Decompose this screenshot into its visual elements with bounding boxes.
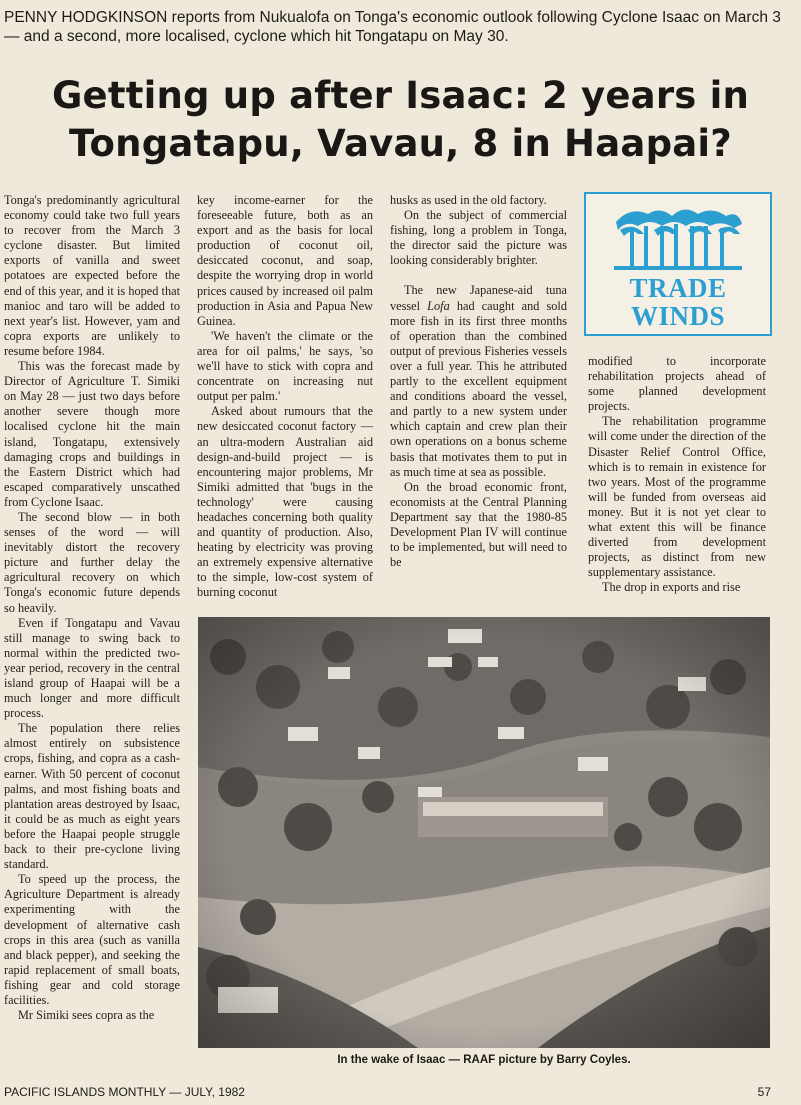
trade-winds-logo [584, 192, 772, 336]
text-run: The new Japanese-aid tuna vessel [390, 283, 567, 313]
paragraph [390, 283, 567, 479]
page-number: 57 [757, 1085, 771, 1099]
paragraph: On the subject of commercial fishing, long a problem in Tonga, the director said the picture was looking considerably brighter. [390, 208, 567, 268]
article-headline: Getting up after Isaac: 2 years in Tongatapu, Vavau, 8 in Haapai? [51, 74, 750, 165]
paragraph: Mr Simiki sees copra as the [18, 1008, 155, 1023]
text-run: had caught and sold more fish in its first three months of operation than the combined output of previous Fisheries vessels over a full year. This he attributed partly to the excellent equipment and conditions aboard the vessel, and partly to a new system under which captain and crew plan their own operations on a bonus scheme basis that motivates them to put in as much time at sea as possible. [390, 298, 567, 479]
paragraph: The second blow — in both senses of the word — will inevitably distort the recovery picture and further delay the agricultural recovery on which Tonga's economic future depends so heavily. [4, 509, 180, 615]
paragraph: Asked about rumours that the new desiccated coconut factory — an ultra-modern Australian aid design-and-build project — is encountering major problems, Mr Simiki admitted that 'bugs in the technology' were causing headaches concerning both quality and quantity of production. Also, heating by electricity was proving an extremely expensive alternative to the simple, low-cost system of burning coconut [197, 404, 373, 600]
article-kicker: PENNY HODGKINSON reports from Nukualofa on Tonga's economic outlook following Cyclone Isaac on March 3 — and a second, more localised, cyclone which hit Tongatapu on May 30. [4, 9, 781, 45]
paragraph: modified to incorporate rehabilitation projects ahead of some planned development projects. [588, 354, 766, 414]
paragraph: 'We haven't the climate or the area for oil palms,' he says, 'so we'll have to stick with copra and concentrate on increasing nut output per palm.' [197, 328, 373, 404]
text-column-1 [4, 193, 180, 1023]
paragraph: Tonga's predominantly agricultural economy could take two full years to recover from the March 3 cyclone disaster. But limited exports of vanilla and sweet potatoes are expected before the end of this year, and it is hoped that manioc and taro will be added to next year's list. However, yam and copra exports are unlikely to resume before 1984. [4, 193, 180, 358]
paragraph: key income-earner for the foreseeable future, both as an export and as the basis for local production of coconut oil, desiccated coconut, and soap, despite the worrying drop in world prices caused by increased oil palm production in Asia and Papua New Guinea. [197, 193, 373, 328]
aerial-photo-drawing [198, 617, 770, 1048]
paragraph: husks as used in the old factory. [390, 193, 547, 207]
paragraph: The population there relies almost entirely on subsistence crops, fishing, and copra as a cash-earner. With 50 percent of coconut palms, and most fishing boats and plantation areas destroyed by Isaac, it could be as much as eight years before the Haapai people struggle back to their pre-cyclone living standard. [4, 721, 180, 872]
paragraph: The rehabilitation programme will come under the direction of the Disaster Relief Control Office, which is to remain in existence for two years. Most of the programme will be funded from overseas aid money. But it is not yet clear to what extent this will be finance diverted from development projects, as distinct from new supplementary assistance. [588, 414, 766, 580]
palm-trees-icon [614, 204, 742, 270]
photo-caption: In the wake of Isaac — RAAF picture by Barry Coyles. [337, 1054, 631, 1066]
logo-text: TRADE WINDS [629, 273, 727, 331]
text-column-4 [588, 354, 766, 596]
paragraph: On the broad economic front, economists at the Central Planning Department say that the 1980-85 Development Plan IV will continue to be implemented, but will need to be [390, 479, 567, 570]
publication-footer: PACIFIC ISLANDS MONTHLY — JULY, 1982 [4, 1085, 245, 1099]
paragraph: Even if Tongatapu and Vavau still manage to swing back to normal within the predicted two-year period, recovery in the central island group of Haapai will be a much longer and more difficult process. [4, 615, 180, 721]
text-column-3 [390, 193, 567, 570]
vessel-name: Lofa [427, 298, 450, 313]
text-column-2 [197, 193, 373, 601]
paragraph: This was the forecast made by Director of Agriculture T. Simiki on May 28 — just two days before another severe though more localised cyclone hit the main island, Tongatapu, extensively damaging crops and buildings in the Eastern District which had escaped comparatively unscathed from Cyclone Isaac. [4, 359, 180, 509]
aerial-photo [198, 617, 770, 1048]
paragraph: To speed up the process, the Agriculture Department is already experimenting with the development of alternative cash crops in this area (such as vanilla and black pepper), and seeking the rapid replacement of small boats, fishing gear and cold storage facilities. [4, 872, 180, 1007]
paragraph: The drop in exports and rise [602, 580, 741, 595]
